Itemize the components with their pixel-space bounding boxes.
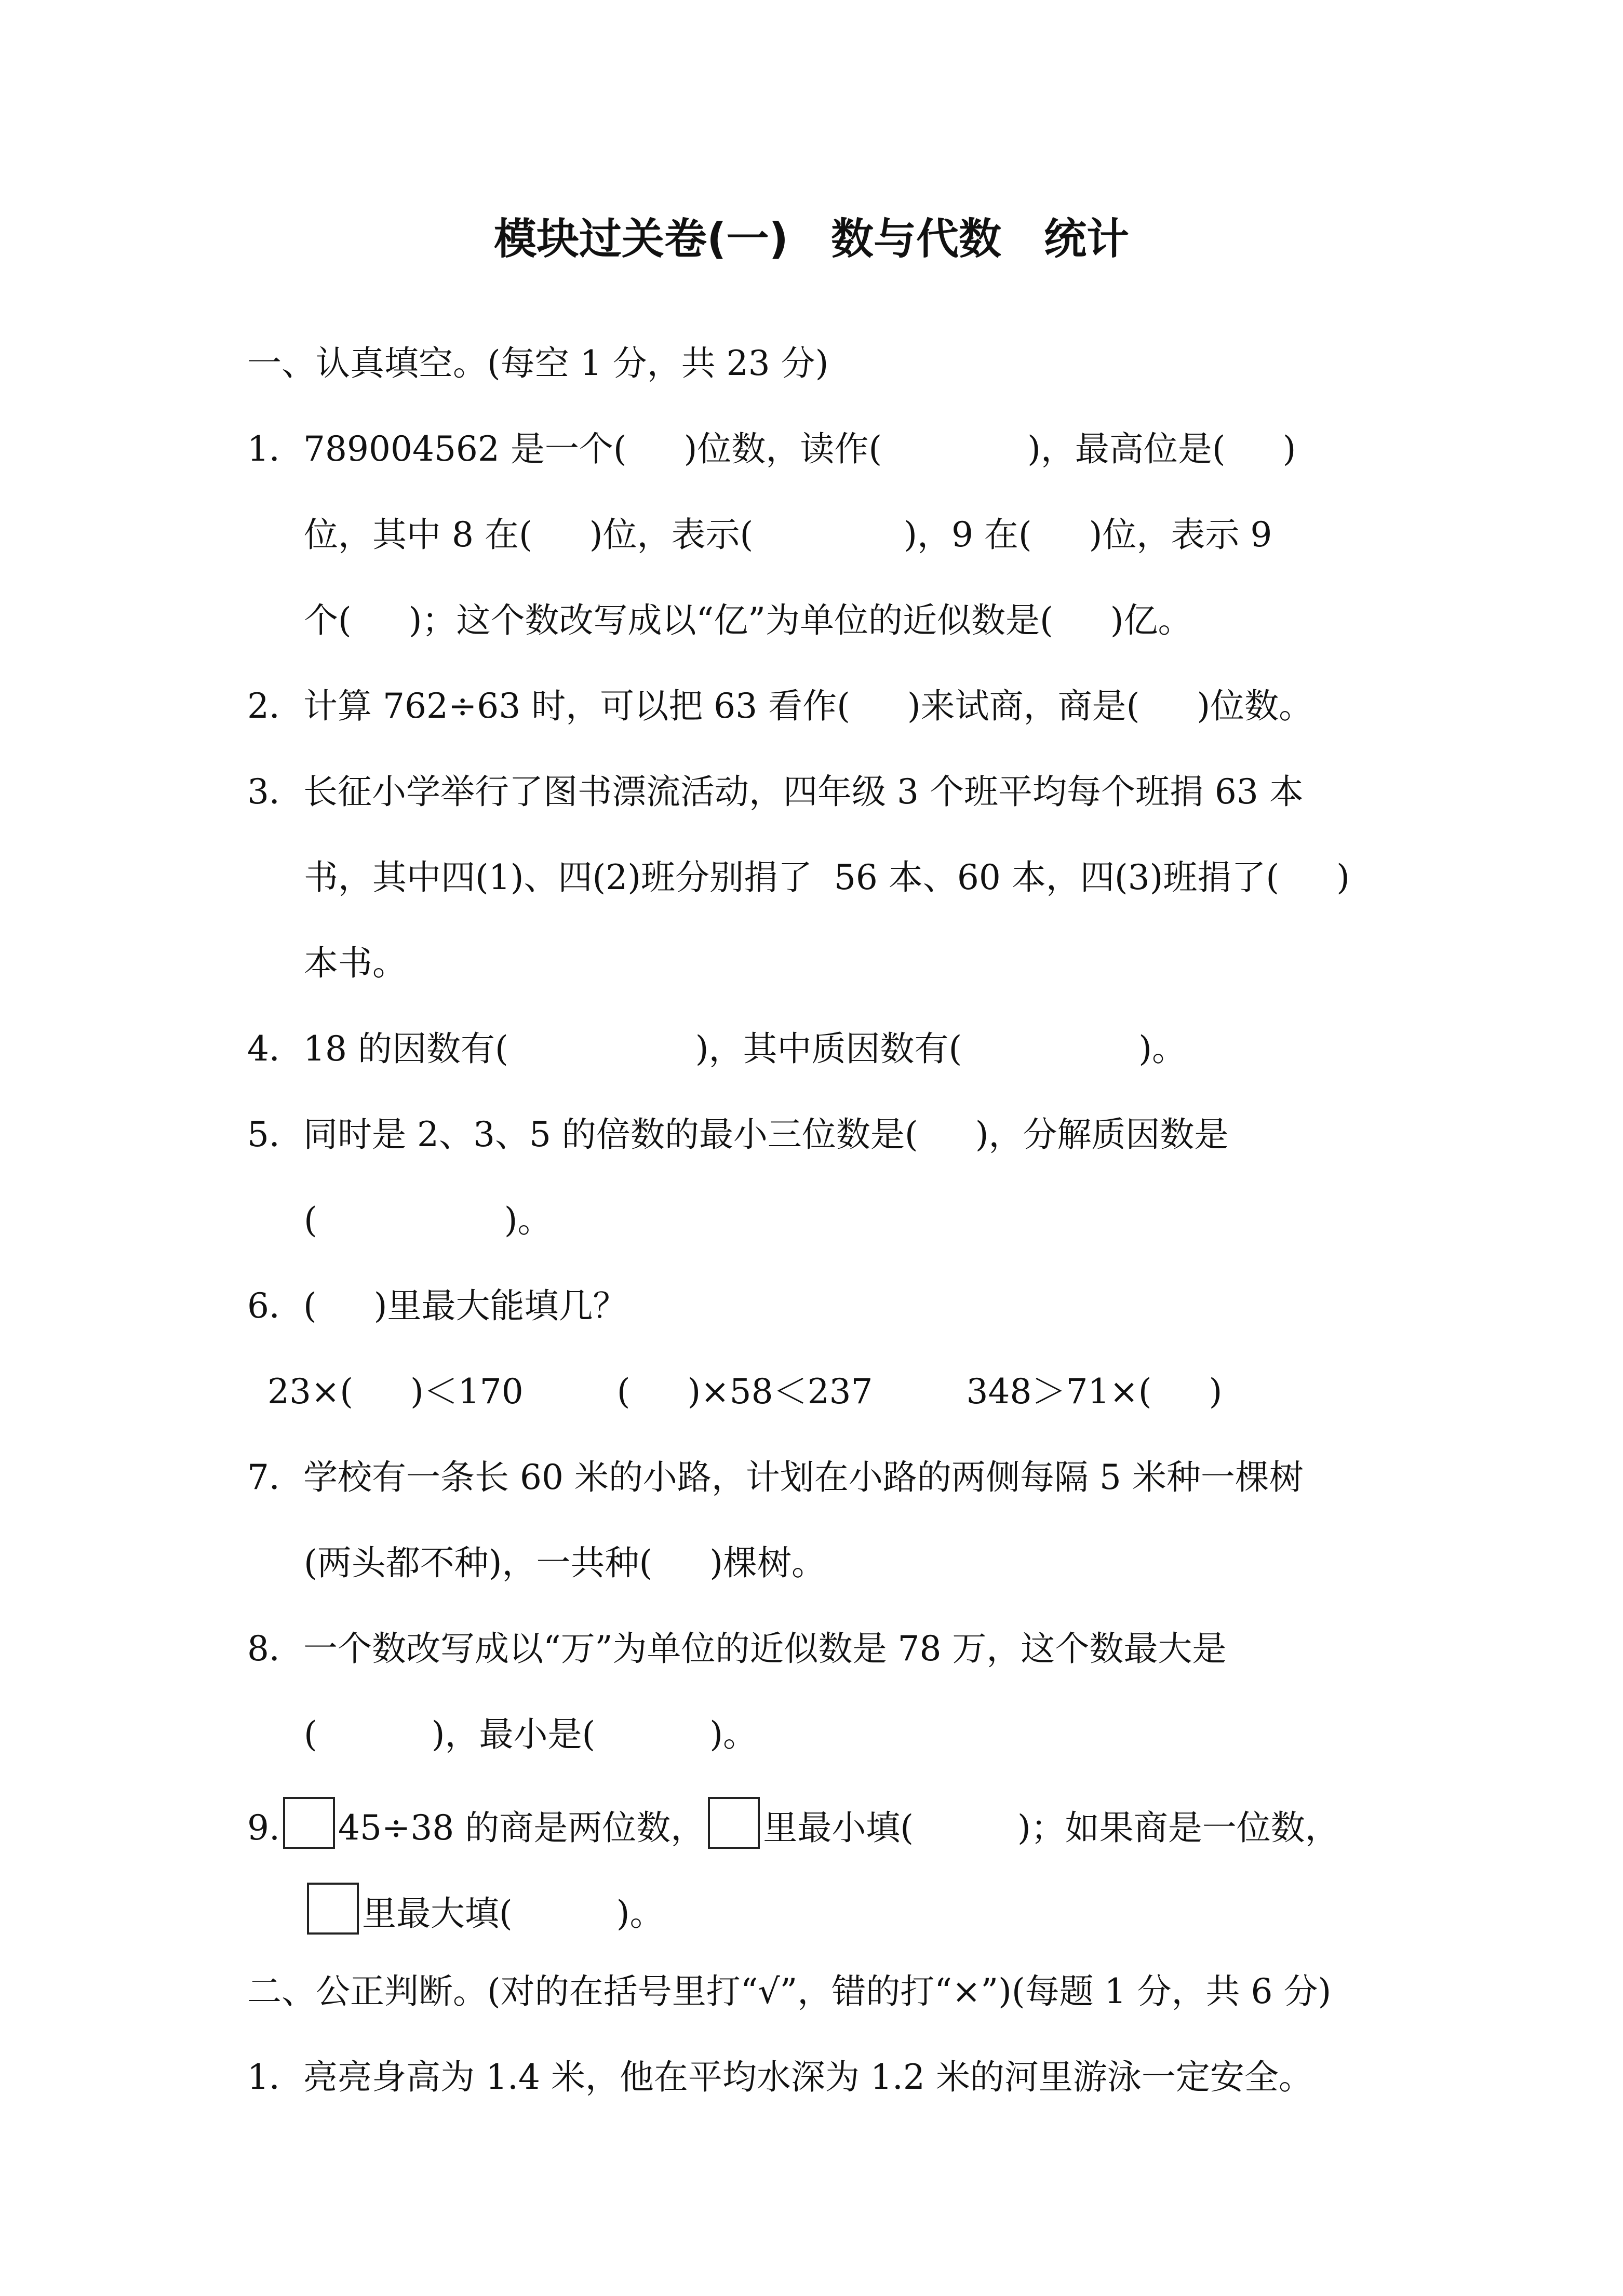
- q5-line1: [247, 1111, 1228, 1158]
- text-fragment: )。: [709, 1714, 757, 1754]
- text-fragment: 23×(: [267, 1372, 354, 1412]
- text-fragment: 里最小填(: [763, 1808, 914, 1848]
- text-fragment: (: [304, 1714, 317, 1754]
- text-fragment: )＜170: [410, 1372, 524, 1412]
- text-fragment: 书，其中四(1)、四(2)班分别捐了 56 本、60 本，四(3)班捐了(: [304, 857, 1280, 897]
- q1-line1: [247, 426, 1296, 473]
- q3-line2: [304, 854, 1350, 901]
- q7-line1: 7．学校有一条长 60 米的小路，计划在小路的两侧每隔 5 米种一棵树: [247, 1457, 1304, 1497]
- q2-line: [247, 683, 1313, 730]
- digit-box[interactable]: [283, 1797, 335, 1849]
- text-fragment: (两头都不种)，一共种(: [304, 1543, 653, 1583]
- text-fragment: (: [616, 1372, 631, 1412]
- q9-line2: [304, 1883, 664, 1937]
- text-fragment: 2．计算 762÷63 时，可以把 63 看作(: [247, 686, 850, 726]
- text-fragment: )里最大能填几？: [373, 1286, 627, 1326]
- section-2-heading: 二、公正判断。(对的在括号里打“√”，错的打“×”)(每题 1 分，共 6 分): [247, 1971, 1332, 2011]
- q8-line1: 8．一个数改写成以“万”为单位的近似数是 78 万，这个数最大是: [247, 1629, 1227, 1669]
- text-fragment: 6．(: [247, 1286, 317, 1326]
- text-fragment: 里最大填(: [362, 1894, 513, 1934]
- text-fragment: )亿。: [1110, 600, 1192, 640]
- q7-line2: [304, 1540, 826, 1587]
- text-fragment: )棵树。: [709, 1543, 826, 1583]
- text-fragment: 4．18 的因数有(: [247, 1029, 508, 1069]
- text-fragment: ): [1209, 1372, 1223, 1412]
- text-fragment: 9.: [247, 1808, 280, 1848]
- q4-line: [247, 1026, 1186, 1072]
- q9-line1: [247, 1797, 1339, 1851]
- text-fragment: 1．789004562 是一个(: [247, 429, 627, 469]
- text-fragment: )，最高位是(: [1027, 429, 1226, 469]
- text-fragment: 45÷38 的商是两位数，: [338, 1808, 705, 1848]
- q3-line1: 3．长征小学举行了图书漂流活动，四年级 3 个班平均每个班捐 63 本: [247, 772, 1304, 812]
- text-fragment: )，9 在(: [904, 515, 1032, 555]
- q6-line2: [267, 1368, 1222, 1415]
- text-fragment: )，其中质因数有(: [695, 1029, 962, 1069]
- digit-box-ref: [708, 1797, 760, 1849]
- text-fragment: )，最小是(: [431, 1714, 596, 1754]
- text-fragment: 位，其中 8 在(: [304, 515, 532, 555]
- q3-line3: 本书。: [304, 943, 407, 983]
- q1-line2: [304, 512, 1272, 558]
- section-1-heading: 一、认真填空。(每空 1 分，共 23 分): [247, 343, 829, 383]
- text-fragment: )。: [1138, 1029, 1186, 1069]
- text-fragment: (: [304, 1200, 317, 1240]
- q6-line1: [247, 1283, 627, 1330]
- text-fragment: )。: [616, 1894, 664, 1934]
- text-fragment: )，分解质因数是: [975, 1115, 1229, 1154]
- text-fragment: )位数。: [1197, 686, 1313, 726]
- page-title: 模块过关卷(一) 数与代数 统计: [494, 214, 1129, 264]
- text-fragment: )来试商，商是(: [907, 686, 1140, 726]
- text-fragment: 348＞71×(: [966, 1372, 1152, 1412]
- text-fragment: )×58＜237: [687, 1372, 873, 1412]
- q1-line3: [304, 597, 1192, 644]
- text-fragment: )。: [504, 1200, 552, 1240]
- text-fragment: )；如果商是一位数，: [1017, 1808, 1339, 1848]
- q8-line2: [304, 1711, 757, 1758]
- digit-box-ref: [307, 1883, 359, 1935]
- text-fragment: )位，表示 9: [1089, 515, 1272, 555]
- q5-line2: [304, 1197, 552, 1244]
- text-fragment: 个(: [304, 600, 352, 640]
- text-fragment: ): [1336, 857, 1350, 897]
- text-fragment: )位数，读作(: [683, 429, 882, 469]
- text-fragment: ): [1282, 429, 1296, 469]
- text-fragment: 5．同时是 2、3、5 的倍数的最小三位数是(: [247, 1115, 918, 1154]
- s2-q1-line: 1．亮亮身高为 1.4 米，他在平均水深为 1.2 米的河里游泳一定安全。: [247, 2057, 1313, 2097]
- text-fragment: )位，表示(: [589, 515, 754, 555]
- text-fragment: )；这个数改写成以“亿”为单位的近似数是(: [408, 600, 1053, 640]
